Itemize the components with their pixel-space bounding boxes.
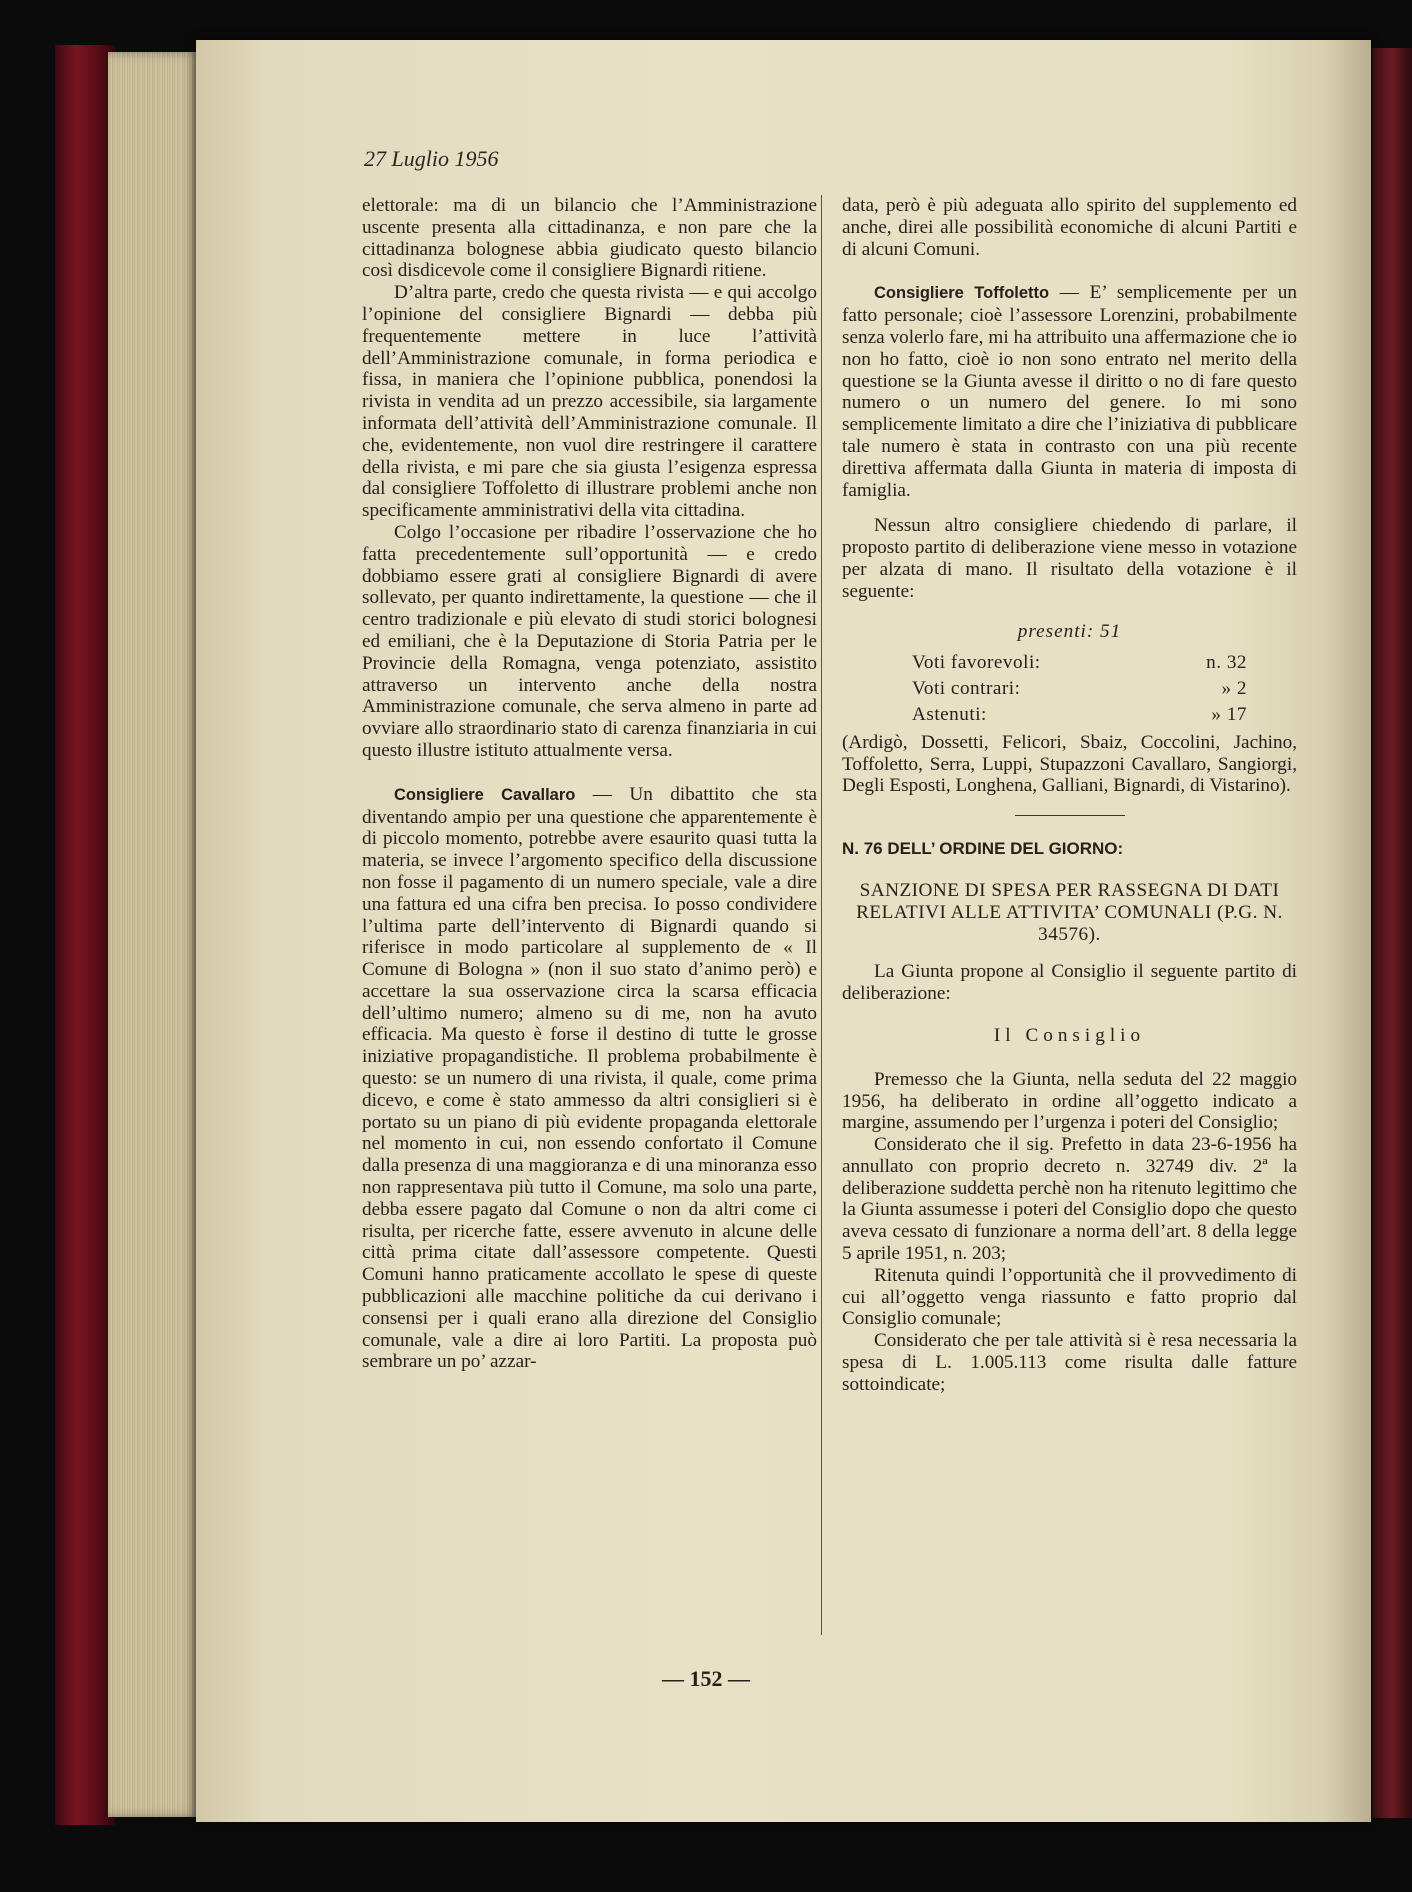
right-column — [842, 195, 1297, 1396]
vote-present: presenti: 51 — [1017, 620, 1122, 642]
speech-text: — Un dibattito che sta diventando ampio per una questione che apparentemente è di piccolo momento, potrebbe avere esaurito quasi tutta la materia, se invece l’argomento specifico della discussione non fosse il pagamento di un numero speciale, vale a dire una fattura ed una cifra ben precisa. Io posso condividere l’ultima parte dell’intervento di Bignardi quando si riferisce in modo particolare al supplemento de « Il Comune di Bologna » (non il suo stato d’animo però) e accettare la sua osservazione circa la scarsa efficacia dell’ultimo numero; almeno su di me, non ha avuto efficacia. Ma questo è forse il destino di tutte le grosse iniziative propagandistiche. Il problema probabilmente è questo: se un numero di una rivista, il quale, come prima dicevo, e come è stato ammesso da altri consiglieri si è portato su un piano di più evidente propaganda elettorale nel momento in cui, non essendo confortato il Comune dalla presenza di una maggioranza e di una minoranza esso non rappresentava più tutto il Comune, ma solo una parte, debba essere pagato dal Comune o non da altri come ci risulta, per ricerche fatte, essere avvenuto in alcune delle città prima citate dall’assessore competente. Questi Comuni hanno praticamente accollato le spese di queste pubblicazioni alle macchine politiche da cui derivano i consensi per i quali erano alla direzione del Consiglio comunale, vale a dire ai loro Partiti. La proposta può sembrare un po’ azzar- — [362, 783, 817, 1373]
section-rule — [1015, 815, 1125, 816]
paragraph: Considerato che per tale attività si è resa necessaria la spesa di L. 1.005.113 come risulta dalle fatture sottoindicate; — [842, 1330, 1297, 1395]
speech-paragraph — [362, 784, 817, 1374]
presenti-label: presenti — [1017, 620, 1087, 642]
book-binding — [55, 45, 115, 1825]
abstainers-list: (Ardigò, Dossetti, Felicori, Sbaiz, Coccolini, Jachino, Toffoletto, Serra, Luppi, Stupazzoni Cavallaro, Sangiorgi, Degli Esposti, Longhena, Galliani, Bignardi, di Vistarino). — [842, 731, 1297, 797]
paragraph: La Giunta propone al Consiglio il seguente partito di deliberazione: — [842, 961, 1297, 1005]
paragraph: D’altra parte, credo che questa rivista — e qui accolgo l’opinione del consigliere Bignardi — debba più frequentemente mettere in luce l’attività dell’Amministrazione comunale, in forma periodica e fissa, in maniera che l’opinione pubblica, ponendosi la rivista in vendita ad un prezzo accessibile, sia largamente informata dell’attività dell’Amministrazione comunale. Il che, evidentemente, non vuol dire restringere il carattere della rivista, e mi pare che sia giusta l’esigenza espressa dal consigliere Toffoletto di illustrare problemi anche non specificamente amministrativi della vita cittadina. — [362, 282, 817, 522]
page-header-date: 27 Luglio 1956 — [364, 146, 499, 171]
paragraph: elettorale: ma di un bilancio che l’Amministrazione uscente presenta alla cittadinanza, e non pare che la cittadinanza bolognese abbia giudicato questo bilancio così disdicevole come il consigliere Bignardi ritiene. — [362, 195, 817, 282]
il-consiglio-heading: Il Consiglio — [993, 1024, 1146, 1046]
speaker-name: Consigliere Toffoletto — [874, 284, 1050, 303]
speaker-name: Consigliere Cavallaro — [394, 785, 576, 804]
section-title: SANZIONE DI SPESA PER RASSEGNA DI DATI RELATIVI ALLE ATTIVITA’ COMUNALI (P.G. N. 34576). — [856, 879, 1283, 945]
paragraph: Ritenuta quindi l’opportunità che il provvedimento di cui all’oggetto venga riassunto e fatto proprio dal Consiglio comunale; — [842, 1264, 1297, 1330]
column-divider — [821, 195, 822, 1635]
book-cover-edge — [1372, 48, 1412, 1818]
paragraph: data, però è più adeguata allo spirito del supplemento ed anche, direi alle possibilità economiche di alcuni Partiti e di alcuni Comuni. — [842, 195, 1297, 260]
paragraph: Premesso che la Giunta, nella seduta del 22 maggio 1956, ha deliberato in ordine all’oggetto indicato a margine, assumendo per l’urgenza i poteri del Consiglio; — [842, 1068, 1297, 1134]
presenti-value: 51 — [1100, 620, 1122, 642]
page-number: — 152 — — [662, 1666, 750, 1691]
paragraph: Nessun altro consigliere chiedendo di parlare, il proposto partito di deliberazione viene messo in votazione per alzata di mano. Il risultato della votazione è il seguente: — [842, 515, 1297, 602]
vote-row: Astenuti: » 17 — [912, 703, 1247, 725]
vote-row: Voti contrari: » 2 — [912, 678, 1247, 700]
paragraph: Colgo l’occasione per ribadire l’osservazione che ho fatta precedentemente sull’opportunità — e credo dobbiamo essere grati al consigliere Bignardi di avere sollevato, per quanto indirettamente, la questione — che il centro tradizionale e più elevato di studi storici bolognesi ed emiliani, che è la Deputazione di Storia Patria per le Provincie della Romagna, venga potenziato, assistito attraverso un intervento anche della nostra Amministrazione comunale, che serva almeno in parte ad ovviare allo straordinario stato di carenza finanziaria in cui questo illustre istituto attualmente versa. — [362, 521, 817, 761]
page-edges — [108, 52, 198, 1817]
speech-text: — E’ semplicemente per un fatto personale; cioè l’assessore Lorenzini, probabilmente senza volerlo fare, mi ha attribuito una affermazione che io non ho fatto, cioè io non sono entrato nel merito della questione se la Giunta avesse il diritto o no di fare questo numero o un numero del genere. Io mi sono semplicemente limitato a dire che l’iniziativa di pubblicare tale numero è stata in contrasto con una più recente direttiva affermata dalla Giunta in materia di imposta di famiglia. — [842, 282, 1297, 501]
vote-row: Voti favorevoli: n. 32 — [912, 652, 1247, 674]
section-heading: N. 76 DELL’ ORDINE DEL GIORNO: — [842, 839, 1124, 859]
speech-paragraph — [842, 282, 1297, 501]
paragraph: Considerato che il sig. Prefetto in data 23-6-1956 ha annullato con proprio decreto n. 32749 div. 2ª la deliberazione suddetta perchè non ha ritenuto legittimo che la Giunta assumesse i poteri del Consiglio dopo che questo aveva cessato di funzionare a norma dell’art. 8 della legge 5 aprile 1951, n. 203; — [842, 1134, 1297, 1265]
left-column — [362, 195, 817, 1373]
